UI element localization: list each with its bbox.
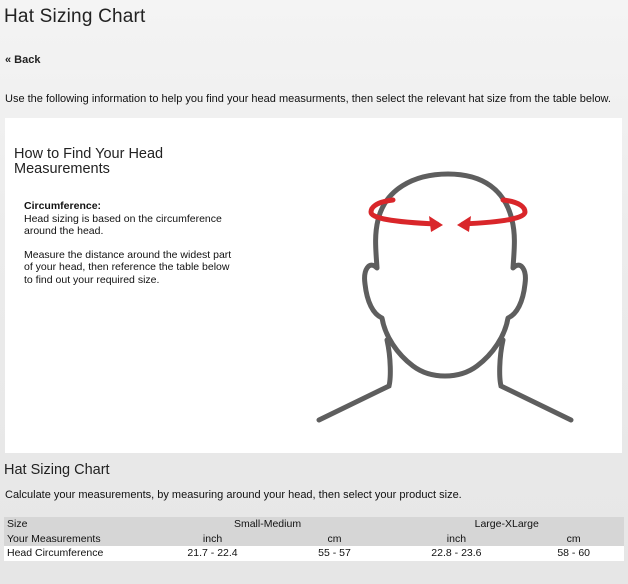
- arrow-right-band: [463, 200, 525, 224]
- units-label: Your Measurements: [4, 532, 146, 547]
- size-chart-description: Calculate your measurements, by measuring around your head, then select your product size.: [5, 489, 462, 501]
- table-cell: 58 - 60: [523, 546, 624, 561]
- unit-inch: inch: [389, 532, 523, 547]
- table-units-row: [4, 532, 624, 547]
- circumference-heading: Circumference:: [24, 200, 102, 212]
- arrow-left-head: [429, 216, 443, 232]
- size-label: Size: [4, 517, 146, 532]
- circumference-text: Head sizing is based on the circumference around the head.: [24, 212, 222, 237]
- unit-cm: cm: [279, 532, 389, 547]
- intro-text: Use the following information to help you find your head measurments, then select the relevant hat size from the table below.: [5, 93, 611, 105]
- measure-text: Measure the distance around the widest part of your head, then reference the table below to find out your required size.: [24, 248, 232, 286]
- neck-right: [500, 340, 571, 420]
- measurement-guide-panel: [5, 118, 622, 453]
- size-chart-title: Hat Sizing Chart: [4, 462, 110, 478]
- table-cell: 22.8 - 23.6: [389, 546, 523, 561]
- guide-title: How to Find Your Head Measurements: [14, 146, 164, 177]
- size-small-medium: Small-Medium: [146, 517, 390, 532]
- page-title: Hat Sizing Chart: [4, 6, 146, 27]
- table-cell: 55 - 57: [279, 546, 389, 561]
- size-table: [4, 517, 624, 561]
- arrow-right-head: [457, 216, 471, 232]
- table-header-row: [4, 517, 624, 532]
- neck-left: [319, 340, 390, 420]
- table-row: [4, 546, 624, 561]
- unit-cm: cm: [523, 532, 624, 547]
- back-link[interactable]: « Back: [5, 54, 41, 66]
- guide-instructions: [24, 200, 234, 297]
- table-cell: 21.7 - 22.4: [146, 546, 280, 561]
- row-label: Head Circumference: [4, 546, 146, 561]
- unit-inch: inch: [146, 532, 280, 547]
- head-circumference-diagram-icon: [305, 168, 625, 428]
- size-large-xlarge: Large-XLarge: [389, 517, 624, 532]
